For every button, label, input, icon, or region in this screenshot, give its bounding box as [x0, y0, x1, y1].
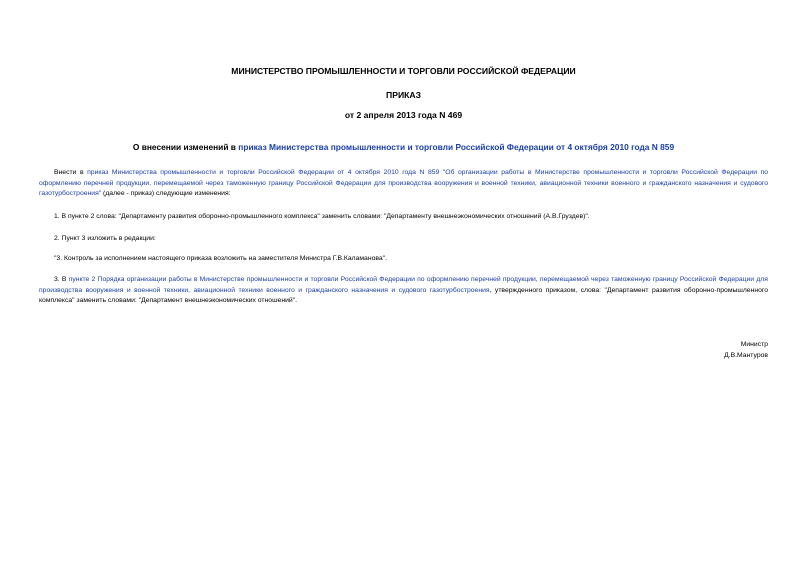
signature-name: Д.В.Мантуров — [724, 352, 768, 359]
item-2-text: 2. Пункт 3 изложить в редакции: — [54, 235, 156, 242]
procedure-point-2-link[interactable]: пункте 2 Порядка организации работы в Министерстве промышленности и торговли Российской Федерации по оформлению перечней продукции, перемещаемой через таможенную границу Российской Федерации для производства вооружения и военной техники, авиационной техники военного и гражданского назначения и судового газотурбостроения — [39, 276, 768, 294]
paragraph-item-3-quote — [39, 254, 768, 265]
p5-text-end: , утвержденного приказом, слова: "Департамент развития оборонно-промышленного комплекса" заменить словами: "Департамент внешнеэкономических отношений". — [39, 286, 768, 305]
document-subject — [0, 142, 807, 152]
paragraph-item-2 — [39, 234, 768, 245]
paragraph-intro — [39, 168, 768, 200]
paragraph-item-3 — [39, 275, 768, 307]
date-and-number: от 2 апреля 2013 года N 469 — [344, 110, 463, 120]
signature-title: Министр — [740, 341, 768, 348]
item-1-text: 1. В пункте 2 слова: "Департаменту развития оборонно-промышленного комплекса" заменить словами: "Департаменту внешнеэкономических отношений (А.В.Груздев)". — [54, 213, 590, 220]
paragraph-item-1 — [39, 212, 768, 223]
document-type: ПРИКАЗ — [386, 90, 421, 100]
p1-text-end: (далее - приказ) следующие изменения: — [101, 190, 231, 198]
subject-order-link[interactable]: приказ Министерства промышленности и торговли Российской Федерации от 4 октября 2010 года N 859 — [238, 142, 675, 152]
ministry-heading: МИНИСТЕРСТВО ПРОМЫШЛЕННОСТИ И ТОРГОВЛИ РОССИЙСКОЙ ФЕДЕРАЦИИ — [231, 66, 576, 76]
p1-text-start: Внести в — [54, 169, 88, 176]
subject-prefix: О внесении изменений в — [132, 142, 239, 152]
order-859-link[interactable]: приказ Министерства промышленности и торговли Российской Федерации от 4 октября 2010 года N 859 "Об организации работы в Министерстве промышленности и торговли Российской Федерации по оформлению перечней продукции, перемещаемой через таможенную границу Российской Федерации для производства вооружения и военной техники, авиационной техники военного и гражданского назначения и судового газотурбостроения" — [39, 169, 769, 198]
item-3-quote-text: "3. Контроль за исполнением настоящего приказа возложить на заместителя Министра Г.В.Каламанова". — [54, 255, 387, 262]
p5-text-start: 3. В — [54, 276, 69, 283]
